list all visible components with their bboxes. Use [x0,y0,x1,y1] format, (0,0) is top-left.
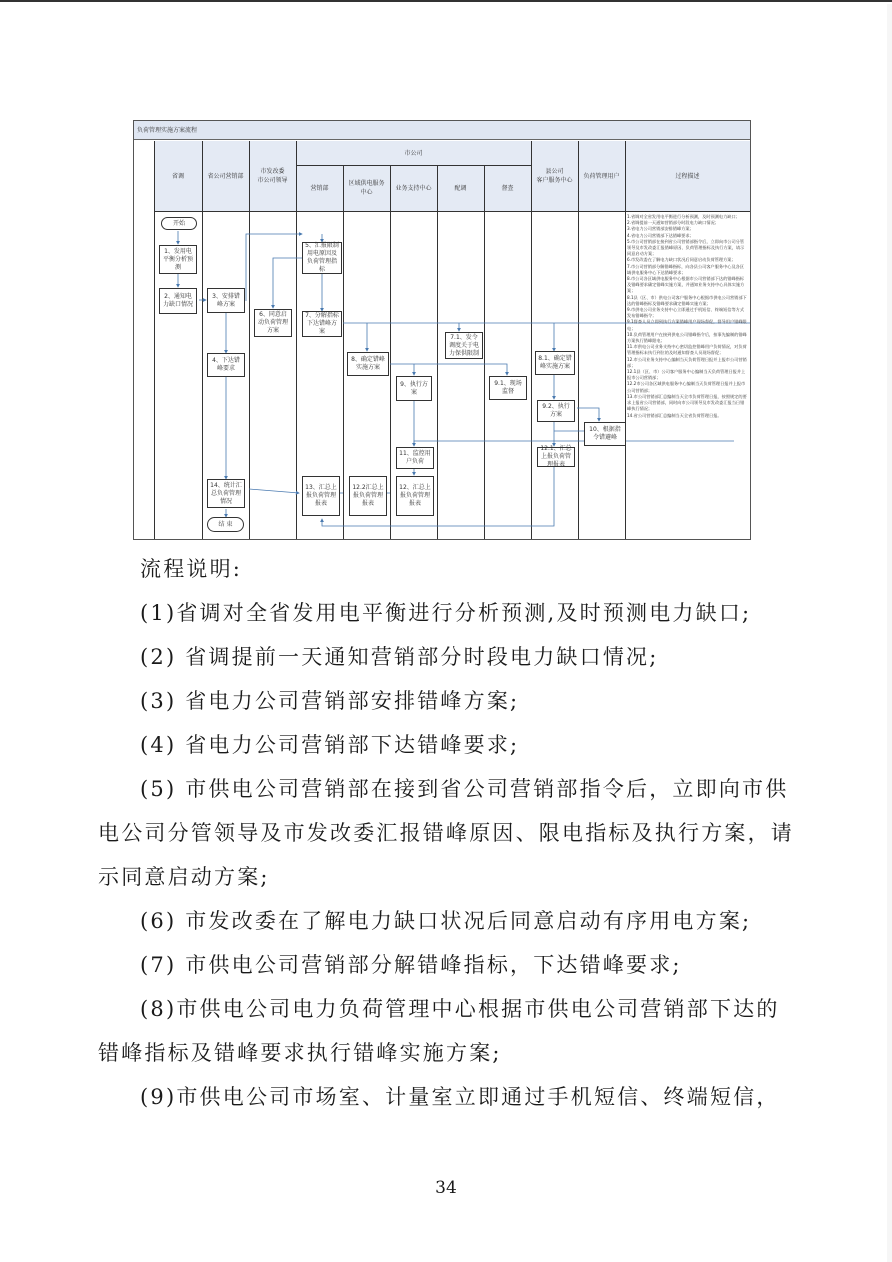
process-step: 3.省电力公司营销部安排错峰方案； [627,226,694,232]
node-5-report-reason: 5、汇报限制用电原因及负荷管理指标 [302,242,342,274]
lane-header-load-users: 负荷管理用户 [583,172,620,180]
paragraph: (1)省调对全省发用电平衡进行分析预测,及时预测电力缺口; [140,601,752,625]
node-8-1-county-plan: 8.1、确定错峰实施方案 [535,351,575,375]
lane-header-regional-service: 区域供电服务中心 [348,180,385,196]
process-step: 7.市公司营销部分解错峰指标，向各县公司客户服务中心及各区域供电服务中心下达错峰要求； [627,263,745,275]
process-description [627,214,748,419]
process-step: 5.市公司营销部在接到省公司营销部指令后，立即向市公司分管领导及市发改委汇报错峰原因、负荷管理指标及执行方案，请示同意启动方案； [627,238,745,257]
node-1-balance-forecast: 1、发用电平衡分析预测 [159,245,197,274]
node-8-determine-plan: 8、确定错峰实施方案 [347,352,389,376]
lane-header-city-leadership: 市发改委 市公司领导 [257,168,288,184]
process-step: 8.市公司各区域供电服务中心根据市公司营销部下达的错峰指标及错峰要求确定错峰实施方案，并通知业务支持中心具体实施方案； [627,276,745,294]
node-13-marketing-report: 13、汇总上报负荷管理报表 [302,476,340,516]
process-step: 12.2市公司各区域供电服务中心编制当天负荷管理日报并上报市公司营销部； [627,381,746,393]
node-9-execute: 9、执行方案 [396,376,432,401]
connector-14-13 [249,489,299,493]
page-top-border [0,0,892,2]
process-step: 6.市发改委在了解电力缺口状况后同意启动负荷管理方案； [627,257,736,263]
node-6-approve-plan: 6、同意启动负荷管理方案 [254,309,292,337]
paragraph: (5) 市供电公司营销部在接到省公司营销部指令后，立即向市供电公司分管领导及市发改委汇报错峰原因、限电指标及执行方案，请示同意启动方案; [98,777,794,889]
section-heading: 流程说明: [140,557,243,581]
node-14-summary: 14、统计汇总负荷管理情况 [207,479,245,508]
process-step: 14.省公司营销部汇总编制当天全省负荷管理日报。 [627,412,722,418]
lane-header-dispatch: 配调 [454,184,467,192]
lane-header-business-support: 业务支持中心 [395,184,432,192]
paragraph: (3) 省电力公司营销部安排错峰方案; [140,689,520,713]
process-step: 9.1督查人员立即到执行方案错峰用户现场督促，督导用户错峰限电； [627,319,747,331]
node-9-2-execute: 9.2、执行方案 [537,400,575,422]
connector-92-10 [577,408,599,421]
node-start: 开始 [161,217,197,230]
process-step: 4.省电力公司营销部下达错峰要求； [627,232,694,238]
node-11-monitor-load: 11、监控用户负荷 [396,447,434,469]
page-number: 34 [435,1178,457,1198]
process-step: 8.1县（区、市）供电公司客户服务中心根据市供电公司营销部下达的错峰指标及错峰要求确定错峰实施方案； [627,294,747,306]
paragraph: (8)市供电公司电力负荷管理中心根据市供电公司营销部下达的错峰指标及错峰要求执行错峰实施方案; [98,997,780,1065]
paragraph: (7) 市供电公司营销部分解错峰指标，下达错峰要求; [140,953,682,977]
paragraph: (4) 省电力公司营销部下达错峰要求; [140,733,520,757]
node-9-1-onsite-inspection: 9.1、现场监督 [489,376,527,400]
lane-header-city-company: 市公司 [404,149,423,157]
process-explanation [98,547,798,1119]
process-step: 1.省调对全省发用电平衡进行分析预测，及时预测电力缺口； [627,214,740,219]
page-edge-shadow [887,4,892,1262]
connector-3-5 [246,234,302,301]
node-12-1-county-report: 12.1、汇总上报负荷管理报表 [537,447,575,467]
process-step: 12.市公司业务支持中心编制当天负荷管理日报并上报市公司营销部； [627,356,747,368]
node-3-arrange-plan: 3、安排错峰方案 [207,288,245,313]
connector-monitor-bus [414,441,734,446]
process-step: 11.市供电公司业务支持中心密切监控错峰用户负荷情况，对负荷管理指标未执行到位的及时通知督查人员现场督促； [627,344,747,356]
flowchart [133,120,751,540]
node-7-1-dispatch-order: 7.1、发令调度关于电力保供限制 [445,332,483,359]
node-12-2-regional-report: 12.2汇总上报负荷管理报表 [349,476,387,516]
lane-header-inspection: 督查 [501,184,514,192]
connector-5-6 [273,258,302,308]
paragraph: (2) 省调提前一天通知营销部分时段电力缺口情况; [140,645,659,669]
lane-header-marketing: 营销部 [310,184,329,192]
node-7-decompose-indicators: 7、分解指标下达错峰方案 [302,311,342,337]
lane-header-county-service: 县公司 客户服务中心 [536,168,573,184]
node-end: 结 束 [207,517,244,532]
lane-header-provincial-marketing: 省公司营销部 [207,172,244,180]
process-step: 2.省调提前一天通知营销部分时段电力缺口情况； [627,220,719,226]
node-2-notify-gap: 2、通知电力缺口情况 [159,288,197,314]
node-10-shift-peak: 10、根据指令错避峰 [584,422,626,446]
flowchart-title: 负荷管理实施方案流程 [134,121,750,140]
process-step: 13.市公司营销部汇总编制当天全市负荷管理日报，按照规定的要求上报省公司营销部，同时向市公司领导及市发改委汇报当日错峰执行情况； [627,393,747,412]
paragraph: (9)市供电公司市场室、计量室立即通过手机短信、终端短信， [140,1085,780,1109]
process-step: 9.市供电公司业务支持中心立即通过手机短信、终端短信等方式发布错峰指令； [627,307,745,319]
node-4-issue-requirement: 4、下达错峰要求 [207,353,245,377]
paragraph: (6) 市发改委在了解电力缺口状况后同意启动有序用电方案; [140,909,752,933]
connector-8-91 [390,364,507,375]
lane-header-process-description: 过程描述 [675,172,700,180]
lane-header-provincial-dispatch: 省调 [171,172,184,180]
process-step: 12.1县（区、市）公司客户服务中心编制当天负荷管理日报并上报市公司营销部； [627,369,746,381]
node-12-support-report: 12、汇总上报负荷管理报表 [396,476,434,516]
process-step: 10.负荷管理用户在接到供电公司错峰指令后，按事先编制的错峰方案执行错峰限电； [627,331,747,344]
